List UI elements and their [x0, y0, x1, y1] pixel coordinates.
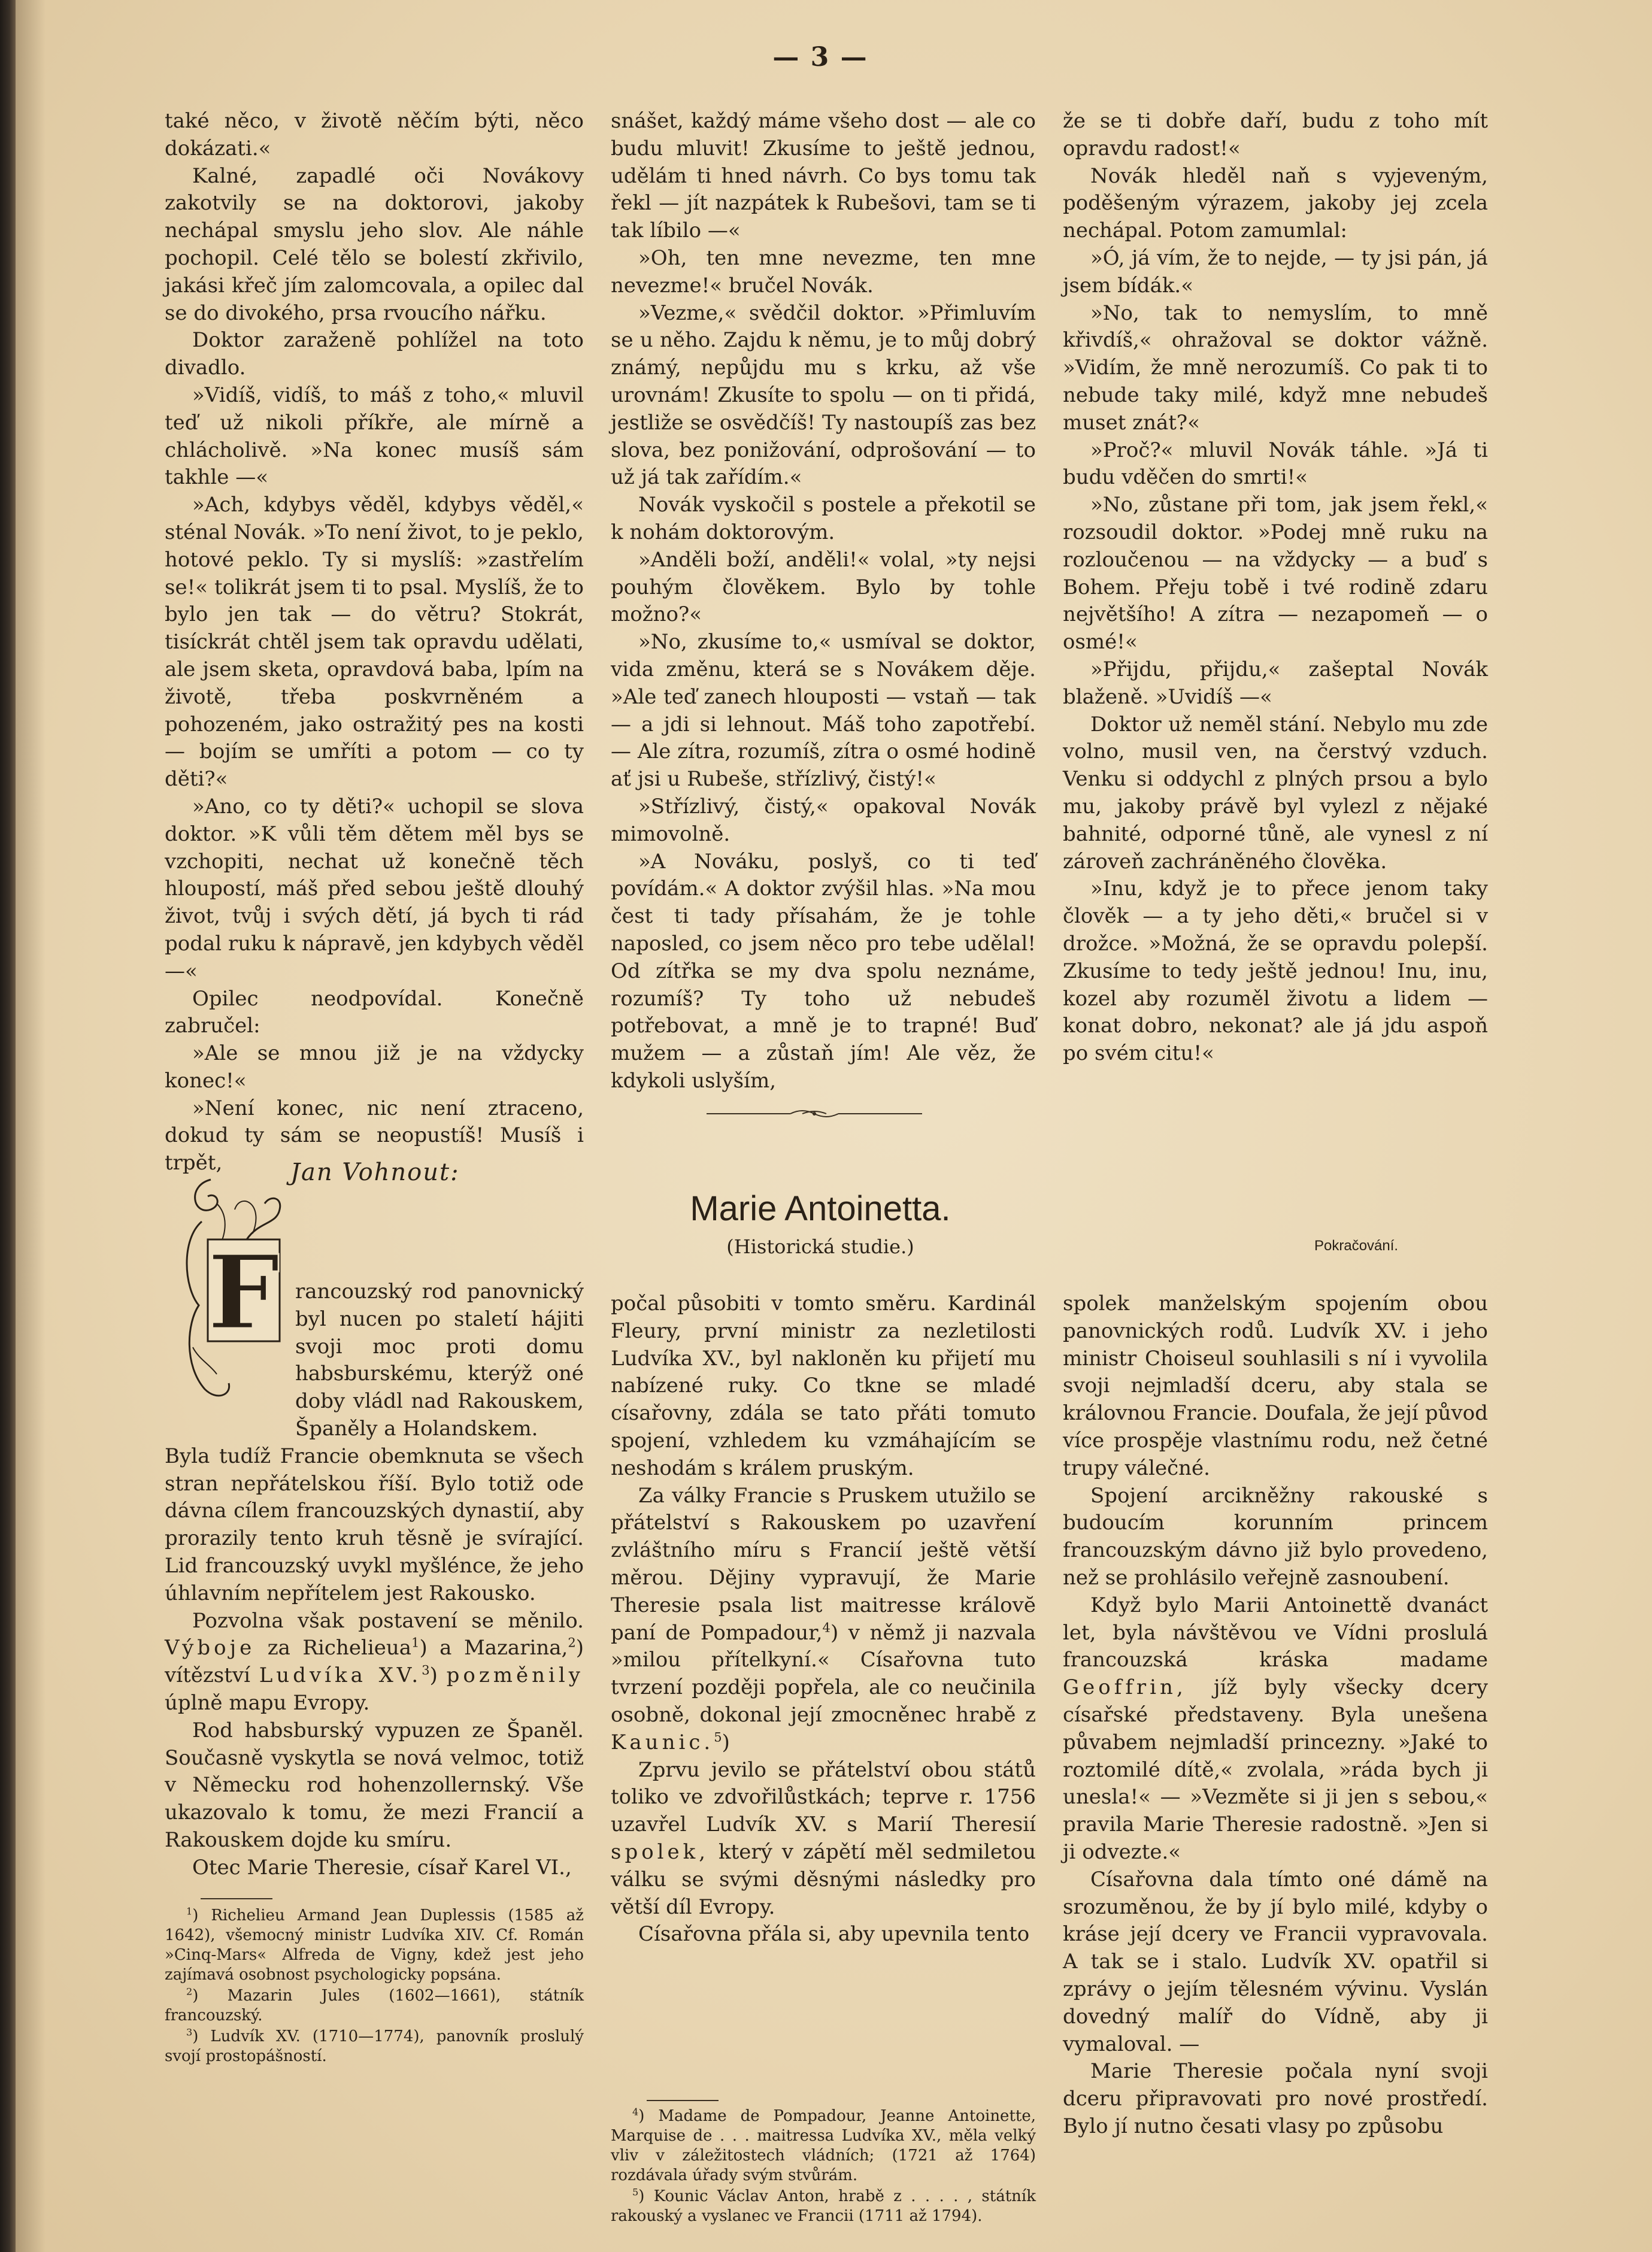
- paragraph: Když bylo Marii Antoinettě dvanáct let, byla návštěvou ve Vídni proslulá francouzská kráska madame Geoffrin, jíž byly všecky dcery císařské představeny. Byla unešena půvabem nejmladší princezny. »Jaké to roztomilé dítě,« zvolala, »ráda bych ji unesla!« — »Vezměte si ji jen s sebou,« pravila Marie Theresie radostně. »Jen si ji odvezte.«: [1063, 1593, 1489, 1864]
- paragraph: »Oh, ten mne nevezme, ten mne nevezme!« bručel Novák.: [611, 245, 1036, 298]
- paragraph: »Proč?« mluvil Novák táhle. »Já ti budu vděčen do smrti!«: [1063, 438, 1488, 490]
- footnote-mark: 2: [568, 1635, 576, 1651]
- paragraph: Novák vyskočil s postele a překotil se k nohám doktorovým.: [611, 493, 1036, 544]
- paragraph: Spojení arcikněžny rakouské s budoucím korunním princem francouzským dávno již bylo provedeno, než se prohlásilo veřejně zasnoubení.: [1063, 1483, 1488, 1590]
- article-author: Jan Vohnout:: [290, 1159, 460, 1186]
- paragraph: »A Nováku, poslyš, co ti teď povídám.« A doktor zvýšil hlas. »Na mou čest ti tady přísahám, že je tohle naposled, co jsem něco pro tebe udělal! Od zítřka se my dva spolu neznáme, rozumíš? Ty toho už nebudeš potřebovat, a mně je to trapné! Buď mužem — a zůstaň jím! Ale věz, že kdykoli uslyším,: [611, 849, 1036, 1093]
- book-binding-edge: [0, 0, 16, 2252]
- paragraph: Za války Francie s Pruskem utužilo se přátelství s Rakouskem po uzavření zvláštního míru s Francií ještě větší měrou. Dějiny vypravují, že Marie Theresie psala list maitresse královĕ paní de Pompadour,$^4$) v němž ji nazvala »milou přítelkyní.« Císařovna tuto tvrzení později popřela, ale co neučinila osobně, dokonal její zmocněnec hrabě z Kaunic.$^5$): [611, 1483, 1036, 1754]
- paragraph: také něco, v životě něčím býti, něco dokázati.«: [165, 109, 584, 160]
- paragraph: »No, tak to nemyslím, to mně křivdíš,« ohražoval se doktor vážně. »Vidím, že mně nerozumíš. Co pak ti to nebude taky milé, když mne nebudeš muset znát?«: [1063, 301, 1488, 435]
- footnote: $^2$) Mazarin Jules (1602—1661), státník francouzský.: [165, 1986, 584, 2024]
- story-column-3: [1063, 108, 1488, 1068]
- footnote: $^5$) Kounic Václav Anton, hrabě z . . . . , státník rakouský a vyslanec ve Francii (1711 až 1794).: [611, 2186, 1036, 2225]
- paragraph: »Inu, když je to přece jenom taky člověk — a ty jeho děti,« bručel si v drožce. »Možná, že se opravdu polepší. Zkusíme to tedy ještě jednou! Inu, inu, kozel aby rozuměl životu a lidem — konat dobro, nekonat? ale já jdu aspoň po svém citu!«: [1063, 877, 1488, 1066]
- paragraph: Doktor už neměl stání. Nebylo mu zde volno, musil ven, na čerstvý vzduch. Venku si oddychl z plných prsou a bylo mu, jakoby právě byl vylezl z nějaké bahnité, odporné tůně, ale vynesl z ní zároveň zachráněného člověka.: [1063, 712, 1488, 874]
- footnote: $^3$) Ludvík XV. (1710—1774), panovník proslulý svojí prostopášností.: [165, 2026, 584, 2065]
- footnote-mark: 1: [411, 1635, 420, 1651]
- paragraph: »Anděli boží, anděli!« volal, »ty nejsi pouhým člověkem. Bylo by tohle možno?«: [611, 547, 1036, 627]
- paragraph: Kalné, zapadlé oči Novákovy zakotvily se na doktorovi, jakoby nechápal smyslu jeho slov. Ale náhle pochopil. Celé tělo se bolestí zkřivilo, jakási křeč jím zalomcovala, a opilec dal se do divokého, prsa rvoucího nářku.: [165, 163, 584, 325]
- paragraph: Rod habsburský vypuzen ze Španěl. Současně vyskytla se nová velmoc, totiž v Německu rod hohenzollernský. Vše ukazovalo k tomu, že mezi Francií a Rakouskem dojde ku smíru.: [165, 1718, 584, 1852]
- paragraph: že se ti dobře daří, budu z toho mít opravdu radost!«: [1063, 109, 1488, 160]
- footnote-rule-middle: [647, 2100, 719, 2101]
- paragraph: »No, zkusíme to,« usmíval se doktor, vida změnu, která se s Novákem děje. »Ale teď zanech hlouposti — vstaň — tak — a jdi si lehnout. Máš toho zapotřebí. — Ale zítra, rozumíš, zítra o osmé hodině ať jsi u Rubeše, střízlivý, čistý!«: [611, 630, 1036, 792]
- paragraph: »Ale se mnou již je na vždycky konec!«: [165, 1041, 584, 1093]
- page-number: — 3 —: [772, 42, 868, 72]
- paragraph: »Ano, co ty děti?« uchopil se slova doktor. »K vůli těm dětem měl bys se vzchopiti, nechat už konečně těch hloupostí, máš před sebou ještě dlouhý život, tvůj i svých dětí, já bych ti rád podal ruku k nápravě, jen kdybych věděl —«: [165, 794, 584, 983]
- gutter-shadow: [16, 0, 46, 2252]
- story-column-2: [611, 108, 1036, 1095]
- continued-note: Pokračování.: [1314, 1238, 1399, 1254]
- paragraph: Zprvu jevilo se přátelství obou států toliko ve zdvořilůstkách; teprve r. 1756 uzavřel Ludvík XV. s Marií Theresií spolek, který v zápětí měl sedmiletou válku se svými děsnými následky pro větší díl Evropy.: [611, 1757, 1036, 1919]
- paragraph: »Přijdu, přijdu,« zašeptal Novák blaženě. »Uvidíš —«: [1063, 657, 1488, 709]
- article-subtitle: (Historická studie.): [726, 1235, 914, 1258]
- footnote-mark: 5: [714, 1729, 722, 1745]
- paragraph: Marie Theresie počala nyní svoji dceru připravovati pro nové prostředí. Bylo jí nutno česati vlasy po způsobu: [1063, 2059, 1488, 2138]
- paragraph: »Vidíš, vidíš, to máš z toho,« mluvil teď už nikoli příkře, ale mírně a chlácholivě. »Na konec musíš sám takhle —«: [165, 383, 584, 490]
- paragraph: spolek manželským spojením obou panovnických rodů. Ludvík XV. i jeho ministr Choiseul souhlasili s ní i vyvolila svoji nejmladší dceru, aby stala se královnou Francie. Doufala, že její původ více prospěje vlastnímu rodu, než četné trupy válečné.: [1063, 1292, 1488, 1480]
- paragraph: Otec Marie Theresie, císař Karel VI.,: [192, 1855, 572, 1880]
- paragraph-first: rancouzský rod panovnický byl nucen po staletí hájiti svoji moc proti domu habsburskému, kterýž oné doby vládl nad Rakouskem, Španěly a Holandskem.: [295, 1280, 584, 1441]
- paragraph: Novák hleděl naň s vyjeveným, poděšeným výrazem, jakoby jej zcela nechápal. Potom zamumlal:: [1063, 163, 1488, 243]
- story-column-1: [165, 108, 584, 1177]
- footnote: $^1$) Richelieu Armand Jean Duplessis (1585 až 1642), všemocný ministr Ludvíka XIV. Cf. Román »Cinq-Mars« Alfreda de Vigny, kdež jest jeho zajímavá osobnost psychologicky popsána.: [165, 1905, 584, 1984]
- initial-letter: F: [207, 1233, 280, 1353]
- ornamental-divider: [707, 1107, 922, 1121]
- paragraph: »Střízlivý, čistý,« opakoval Novák mimovolně.: [611, 794, 1036, 846]
- paragraph: »Vezme,« svědčil doktor. »Přimluvím se u něho. Zajdu k němu, je to můj dobrý známý, nepůjdu mu s krku, až vše urovnám! Zkusíte to spolu — on ti přidá, jestliže se osvědčíš! Ty nastoupíš zas bez slova, bez ponižování, odprošování — to už já tak zařídím.«: [611, 301, 1036, 490]
- paragraph: snášet, každý máme všeho dost — ale co budu mluvit! Zkusíme to ještě jednou, udělám ti hned návrh. Co bys tomu tak řekl — jít nazpátek k Rubešovi, tam se ti tak líbilo —«: [611, 109, 1036, 243]
- footnote: $^4$) Madame de Pompadour, Jeanne Antoinette, Marquise de . . . maitressa Ludvíka XV., měla velký vliv v záležitostech vládních; (1721 až 1764) rozdávala úřady svým stvůrám.: [611, 2106, 1036, 2184]
- paragraph: »Není konec, nic není ztraceno, dokud ty sám se neopustíš! Musíš i trpět,: [165, 1096, 584, 1175]
- paragraph: Byla tudíž Francie obemknuta se všech stran nepřátelskou říší. Bylo totiž ode dávna cílem francouzských dynastií, aby prorazily tento kruh těsně je svírající. Lid francouzský uvykl myšlénce, že jeho úhlavním nepřítelem jest Rakousko.: [165, 1444, 584, 1605]
- article-column-2: [611, 1290, 1036, 1948]
- paragraph: Císařovna dala tímto oné dámě na srozuměnou, že by jí bylo milé, kdyby o kráse její dcery ve Francii vypravovala. A tak se i stalo. Ludvík XV. opatřil si zprávy o jejím tělesném vývinu. Vyslán dovedný malíř do Vídně, aby ji vymaloval. —: [1063, 1867, 1488, 2056]
- footnote-mark: 4: [822, 1620, 830, 1635]
- article-column-1: [165, 1278, 584, 1882]
- paragraph: Opilec neodpovídal. Konečně zabručel:: [165, 986, 584, 1038]
- footnote-mark: 3: [422, 1662, 430, 1678]
- article-column-3: [1063, 1290, 1488, 2141]
- paragraph: Doktor zaraženě pohlížel na toto divadlo.: [165, 328, 584, 380]
- footnotes-middle: [611, 2106, 1036, 2227]
- paragraph: »No, zůstane při tom, jak jsem řekl,« rozsoudil doktor. »Podej mně ruku na rozloučenou — na vždycky — a buď s Bohem. Přeju tobě i tvé rodině zdaru největšího! A zítra — nezapomeň — o osmé!«: [1063, 493, 1488, 654]
- footnote-rule-left: [201, 1898, 272, 1899]
- paragraph: počal působiti v tomto směru. Kardinál Fleury, první ministr za nezletilosti Ludvíka XV., byl nakloněn ku přijetí mu nabízené ruky. Co tkne se mladé císařovny, zdála se tato přáti tomuto spojení, vzhledem ku vzmáhajícím se neshodám s králem pruským.: [611, 1292, 1036, 1480]
- paragraph: »Ach, kdybys věděl, kdybys věděl,« sténal Novák. »To není život, to je peklo, hotové peklo. Ty si myslíš: »zastřelím se!« tolikrát jsem ti to psal. Myslíš, že to bylo jen tak — do větru? Stokrát, tisíckrát chtěl jsem tak opravdu udělati, ale jsem sketa, opravdová baba, lpím na životě, třeba poskvrněném a pohozeném, jako ostražitý pes na kosti — bojím se umříti a potom — co ty děti?«: [165, 493, 584, 792]
- paragraph: Pozvolna však postavení se měnilo. Výboje za Richelieua$^1$) a Mazarina,$^2$) vítězství Ludvíka XV.$^3$) pozměnily úplně mapu Evropy.: [165, 1608, 584, 1715]
- footnotes-left: [165, 1906, 584, 2068]
- paragraph: »Ó, já vím, že to nejde, — ty jsi pán, já jsem bídák.«: [1063, 245, 1488, 298]
- article-title: Marie Antoinetta.: [690, 1189, 951, 1228]
- paragraph: Císařovna přála si, aby upevnila tento: [638, 1922, 1030, 1947]
